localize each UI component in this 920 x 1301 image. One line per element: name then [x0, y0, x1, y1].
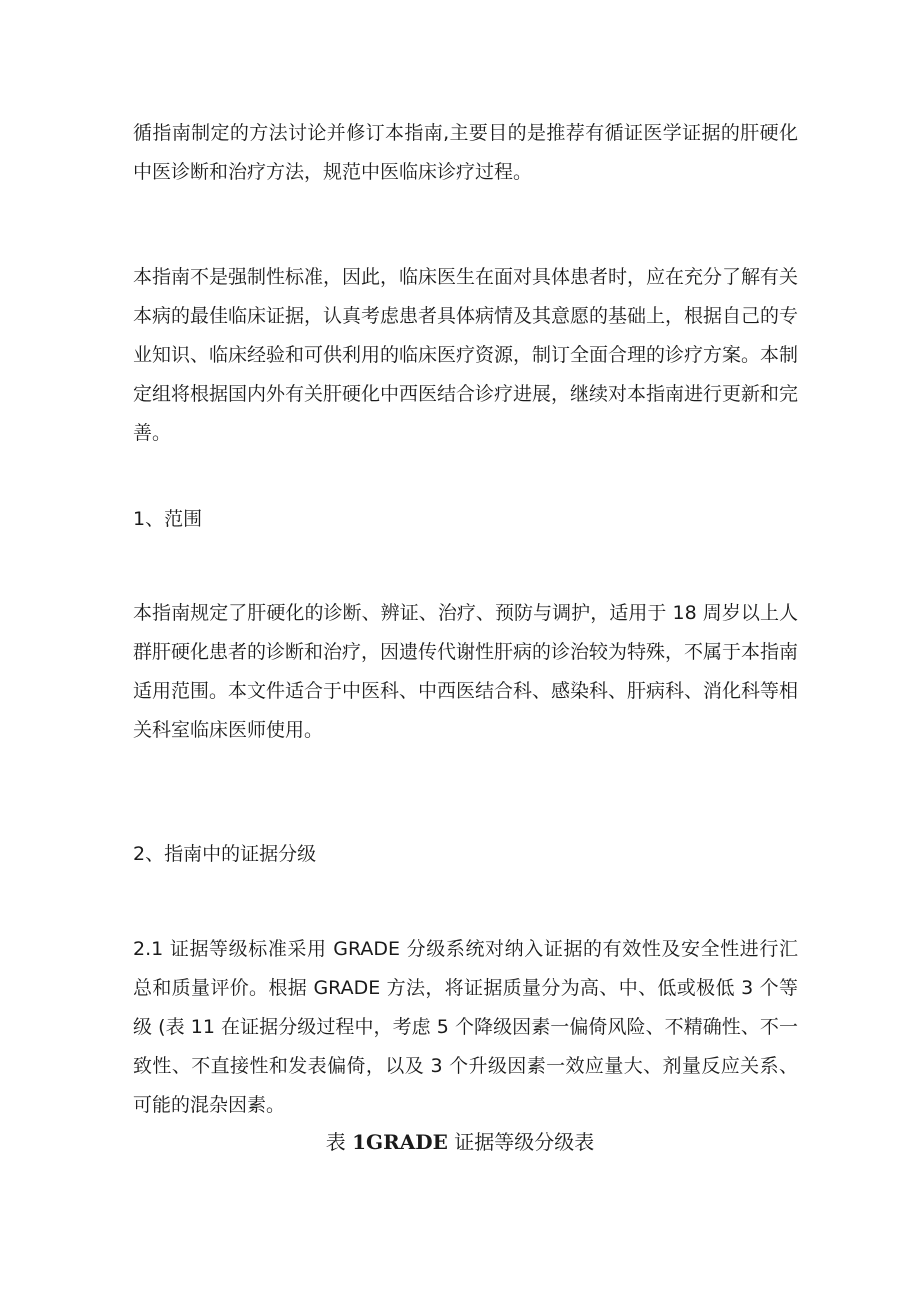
paragraph-non-mandatory: 本指南不是强制性标准，因此，临床医生在面对具体患者时，应在充分了解有关本病的最佳临床证据，认真考虑患者具体病情及其意愿的基础上，根据自己的专业知识、临床经验和可供利用的临床医疗资源，制订全面合理的诊疗方案。本制定组将根据国内外有关肝硬化中西医结合诊疗进展，继续对本指南进行更新和完善。: [133, 266, 799, 444]
caption-suffix: 证据等级分级表: [447, 1130, 595, 1154]
table-caption: [0, 1122, 920, 1162]
paragraph-grade-standard: 2.1 证据等级标准采用 GRADE 分级系统对纳入证据的有效性及安全性进行汇总和质量评价。根据 GRADE 方法，将证据质量分为高、中、低或极低 3 个等级 (表 11 在证据分级过程中，考虑 5 个降级因素一偏倚风险、不精确性、不一致性、不直接性和发表偏倚，以及 3 个升级因素一效应量大、剂量反应关系、可能的混杂因素。: [133, 938, 798, 1116]
section-heading-scope: 1、范围: [133, 508, 203, 530]
paragraph-intro: 循指南制定的方法讨论并修订本指南,主要目的是推荐有循证医学证据的肝硬化中医诊断和治疗方法，规范中医临床诊疗过程。: [133, 122, 798, 183]
caption-bold: 1GRADE: [352, 1130, 448, 1154]
section-heading-evidence-grading: 2、指南中的证据分级: [133, 843, 317, 865]
caption-prefix: 表: [325, 1130, 353, 1154]
paragraph-scope: 本指南规定了肝硬化的诊断、辨证、治疗、预防与调护，适用于 18 周岁以上人群肝硬化患者的诊断和治疗，因遗传代谢性肝病的诊治较为特殊，不属于本指南适用范围。本文件适合于中医科、中西医结合科、感染科、肝病科、消化科等相关科室临床医师使用。: [133, 602, 799, 741]
